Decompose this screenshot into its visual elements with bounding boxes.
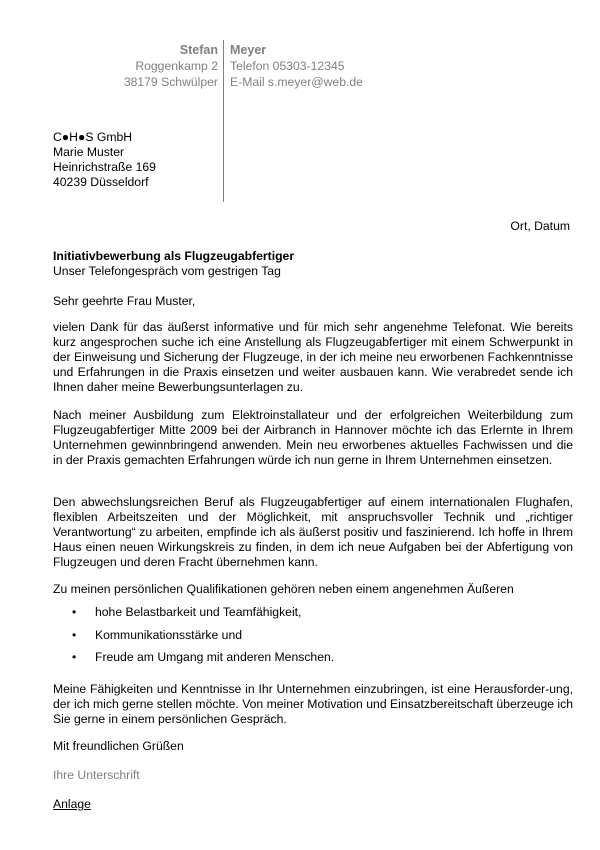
header-divider <box>223 40 224 202</box>
recipient-street: Heinrichstraße 169 <box>53 160 156 174</box>
attachment-text: Anlage <box>53 797 91 811</box>
sender-first-name: Stefan <box>179 43 218 57</box>
subject-title: Initiativbewerbung als Flugzeugabfertiger <box>53 249 295 263</box>
recipient-city: 40239 Düsseldorf <box>53 175 149 189</box>
paragraph-text: Zu meinen persönlichen Qualifikationen gehören neben einem angenehmen Äußeren <box>53 582 514 596</box>
list-item <box>53 650 573 673</box>
sender-last-name: Meyer <box>230 43 267 57</box>
body-paragraph-3 <box>53 495 573 570</box>
paragraph-text: Den abwechslungsreichen Beruf als Flugzeugabfertiger auf einem internationalen Flughafen, flexiblen Arbeitszeiten und der Möglichkeit, mit anspruchsvoller Technik und „richtiger Verantwortung“ zu arbeiten, empfinde ich als äußerst positiv und faszinierend. Ich hoffe in Ihrem Haus einen neuen Wirkungskreis zu finden, in dem ich neue Aufgaben bei der Abfertigung von Flugzeugen und deren Fracht übernehmen kann. <box>53 495 573 569</box>
list-item-text: Kommunikationsstärke und <box>95 627 242 642</box>
qualifications-list <box>53 605 573 673</box>
list-item <box>53 605 573 628</box>
qualifications-list-wrap <box>53 605 573 673</box>
paragraph-text: Nach meiner Ausbildung zum Elektroinstallateur und der erfolgreichen Weiterbildung zum Flugzeugabfertiger Mitte 2009 bei der Airbranch in Hannover möchte ich das Erlernte in Ihrem Unternehmen gewinnbringend anwenden. Mein neu erworbenes aktuelles Fachwissen und die in der Praxis gemachten Erfahrungen würde ich nun gerne in Ihrem Unternehmen einsetzen. <box>53 408 573 467</box>
sender-email: E-Mail s.meyer@web.de <box>230 75 363 89</box>
bullet-icon: • <box>72 605 77 619</box>
signature: Ihre Unterschrift <box>53 768 140 782</box>
sender-phone: Telefon 05303-12345 <box>230 59 345 73</box>
sender-city: 38179 Schwülper <box>123 75 218 89</box>
place-date: Ort, Datum <box>510 219 570 233</box>
paragraph-text: Meine Fähigkeiten und Kenntnisse in Ihr Unternehmen einzubringen, ist eine Herausforder-ung, der ich mich gerne stellen möchte. Von meiner Motivation und Einsatzbereitschaft überzeuge ich Sie gerne in einem persönlichen Gespräch. <box>53 682 573 726</box>
closing-paragraph <box>53 682 573 727</box>
closing-phrase: Mit freundlichen Grüßen <box>53 739 184 753</box>
bullet-icon: • <box>72 650 77 664</box>
attachment-label <box>53 797 91 812</box>
recipient-contact: Marie Muster <box>53 145 125 159</box>
sender-right-block <box>230 42 363 90</box>
salutation: Sehr geehrte Frau Muster, <box>53 294 196 308</box>
subject-block <box>53 249 294 279</box>
list-item-text: hohe Belastbarkeit und Teamfähigkeit, <box>95 605 302 619</box>
list-item-text: Freude am Umgang mit anderen Menschen. <box>95 650 335 664</box>
body-paragraph-1 <box>53 320 573 395</box>
qualifications-intro <box>53 582 573 597</box>
paragraph-text: vielen Dank für das äußerst informative und für mich sehr angenehme Telefonat. Wie bereits kurz angesprochen suche ich eine Anstellung als Flugzeugabfertiger mit einem Schwerpunkt in der Einweisung und Sicherung der Flugzeuge, in der ich meine neu erworbenen Fachkenntnisse und Erfahrungen in die Praxis einsetzen und weiter ausbauen kann. Wie verabredet sende ich Ihnen daher meine Bewerbungsunterlagen zu. <box>53 320 573 394</box>
body-paragraph-2 <box>53 408 573 468</box>
bullet-icon: • <box>72 627 77 642</box>
recipient-address <box>53 130 156 190</box>
sender-left-block <box>124 42 218 90</box>
recipient-company: C●H●S GmbH <box>53 130 133 144</box>
list-item <box>53 628 573 651</box>
subject-reference: Unser Telefongespräch vom gestrigen Tag <box>53 264 281 278</box>
sender-street: Roggenkamp 2 <box>135 59 218 73</box>
